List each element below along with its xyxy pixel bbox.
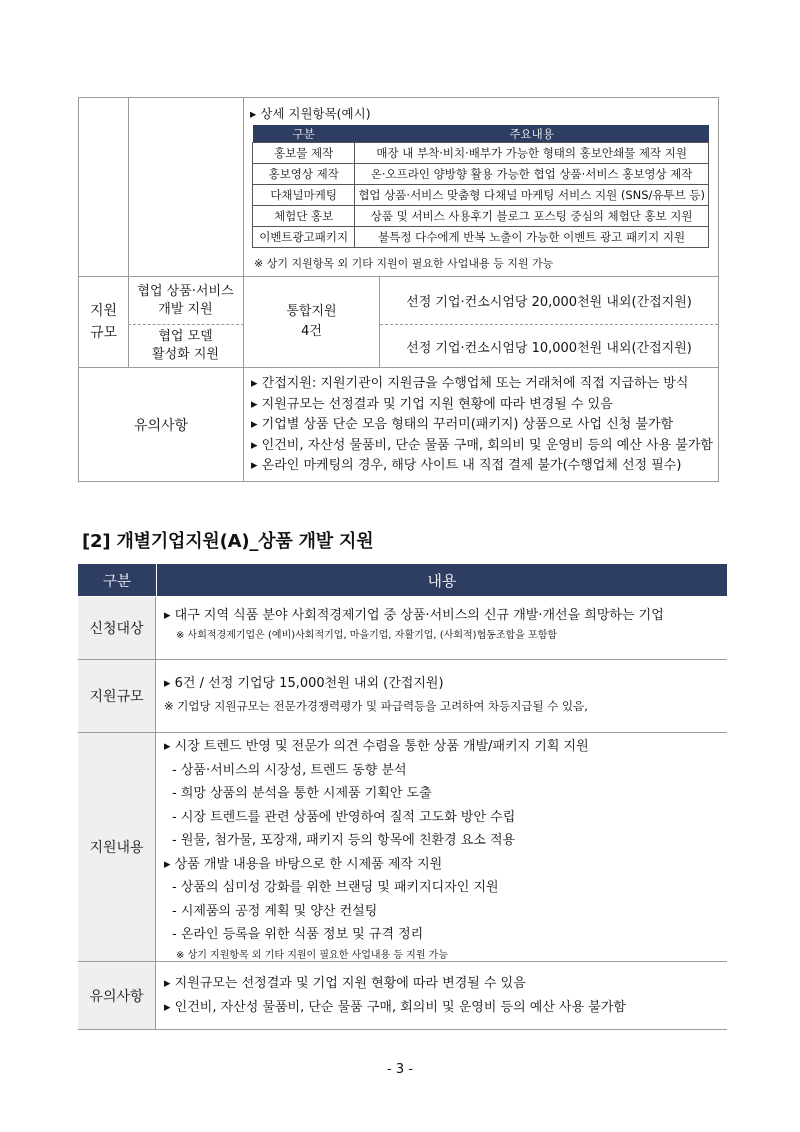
list-item: - 희망 상품의 분석을 통한 시제품 기획안 도출 — [172, 786, 432, 801]
list-item: - 시장 트렌드를 관련 상품에 반영하여 질적 고도화 방안 수립 — [172, 809, 516, 825]
collab-model-activation-label: 협업 모델 활성화 지원 — [128, 325, 244, 367]
detail-items-note: ※ 상기 지원항목 외 기타 지원이 필요한 사업내용 등 지원 가능 — [254, 257, 554, 270]
caution-list — [251, 374, 716, 477]
inner-cell-category: 홍보물 제작 — [253, 143, 355, 164]
inner-cell-category: 이벤트광고패키지 — [253, 227, 355, 248]
support-scale-row — [79, 277, 718, 368]
table-row — [253, 164, 709, 185]
inner-header-content: 주요내용 — [355, 125, 709, 143]
list-item: ※ 기업당 지원규모는 전문가경쟁력평가 및 파급력등을 고려하여 차등지급될 수 있음, — [164, 699, 588, 713]
list-item: ▸ 인건비, 자산성 물품비, 단순 물품 구매, 회의비 및 운영비 등의 예산 사용 불가함 — [251, 437, 713, 453]
list-item: ▸ 상품 개발 내용을 바탕으로 한 시제품 제작 지원 — [164, 856, 443, 872]
list-item: - 원물, 첨가물, 포장재, 패키지 등의 항목에 친환경 요소 적용 — [172, 833, 516, 848]
combined-support-count: 통합지원 4건 — [244, 277, 380, 367]
list-item: ▸ 인건비, 자산성 물품비, 단순 물품 구매, 회의비 및 운영비 등의 예산 사용 불가함 — [164, 1000, 626, 1015]
list-item: ▸ 기업별 상품 단순 모음 형태의 꾸러미(패키지) 상품으로 사업 신청 불가함 — [251, 417, 674, 432]
list-item: ▸ 간접지원: 지원기관이 지원금을 수행업체 또는 거래처에 직접 지급하는 방식 — [251, 376, 689, 391]
support-scale-label: 지원 규모 — [79, 277, 129, 367]
header-category: 구분 — [78, 564, 157, 596]
caution-label: 유의사항 — [79, 368, 244, 481]
inner-cell-category: 홍보영상 제작 — [253, 164, 355, 185]
list-item: ▸ 시장 트렌드 반영 및 전문가 의견 수렴을 통한 상품 개발/패키지 기획 지원 — [164, 739, 589, 754]
row-label: 유의사항 — [78, 962, 156, 1029]
support-table-continued — [78, 97, 719, 482]
inner-header-category: 구분 — [253, 125, 355, 143]
collab-product-dev-label: 협업 상품·서비스 개발 지원 — [128, 277, 244, 325]
detail-items-row — [79, 98, 718, 277]
detail-items-table — [252, 125, 709, 248]
page-number: - 3 - — [387, 1062, 413, 1077]
detail-items-title: ▸ 상세 지원항목(예시) — [250, 106, 371, 121]
product-dev-table — [78, 564, 727, 1030]
table-header — [78, 564, 727, 596]
section-title: [2] 개별기업지원(A)_상품 개발 지원 — [82, 531, 374, 552]
inner-cell-category: 체험단 홍보 — [253, 206, 355, 227]
table-row — [78, 962, 727, 1030]
row-label: 지원내용 — [78, 733, 156, 961]
table-row — [78, 733, 727, 962]
list-item: ▸ 대구 지역 식품 분야 사회적경제기업 중 상품·서비스의 신규 개발·개선을 희망하는 기업 — [164, 608, 664, 623]
row-label: 신청대상 — [78, 597, 156, 659]
header-content: 내용 — [427, 571, 457, 590]
table-row — [253, 206, 709, 227]
list-item: - 온라인 등록을 위한 식품 정보 및 규격 정리 — [172, 927, 424, 942]
list-item: - 시제품의 공정 계획 및 양산 컨설팅 — [172, 903, 378, 919]
list-item: ▸ 지원규모는 선정결과 및 기업 지원 현황에 따라 변경될 수 있음 — [164, 976, 526, 991]
table-row — [78, 597, 727, 660]
list-item: - 상품의 심미성 강화를 위한 브랜딩 및 패키지디자인 지원 — [172, 880, 499, 895]
list-item: ※ 상기 지원항목 외 기타 지원이 필요한 사업내용 등 지원 가능 — [176, 949, 449, 961]
table-row — [253, 227, 709, 248]
list-item: ▸ 지원규모는 선정결과 및 기업 지원 현황에 따라 변경될 수 있음 — [251, 396, 613, 412]
inner-cell-content: 온·오프라인 양방향 활용 가능한 협업 상품·서비스 홍보영상 제작 — [355, 164, 709, 185]
inner-cell-content: 협업 상품·서비스 맞춤형 다채널 마케팅 서비스 지원 (SNS/유투브 등) — [355, 185, 709, 206]
list-item: ※ 사회적경제기업은 (예비)사회적기업, 마을기업, 자활기업, (사회적)협동조합을 포함함 — [176, 630, 558, 641]
list-item: ▸ 온라인 마케팅의 경우, 해당 사이트 내 직접 결제 불가(수행업체 선정 필수) — [251, 458, 682, 473]
amount-collab-product: 선정 기업·컨소시엄당 20,000천원 내외(간접지원) — [380, 277, 718, 325]
amount-collab-model: 선정 기업·컨소시엄당 10,000천원 내외(간접지원) — [406, 340, 692, 356]
inner-cell-content: 상품 및 서비스 사용후기 블로그 포스팅 중심의 체험단 홍보 지원 — [355, 206, 709, 227]
list-item: ▸ 6건 / 선정 기업당 15,000천원 내외 (간접지원) — [164, 676, 444, 691]
inner-header-row — [253, 125, 709, 143]
table-row — [78, 660, 727, 733]
inner-cell-category: 다채널마케팅 — [253, 185, 355, 206]
caution-row — [79, 368, 718, 481]
inner-cell-content: 매장 내 부착·비치·배부가 가능한 형태의 홍보안쇄물 제작 지원 — [355, 143, 709, 164]
row-label: 지원규모 — [78, 660, 156, 732]
inner-cell-content: 불특정 다수에게 반복 노출이 가능한 이벤트 광고 패키지 지원 — [355, 227, 709, 248]
table-row — [253, 143, 709, 164]
table-row — [253, 185, 709, 206]
list-item: - 상품·서비스의 시장성, 트렌드 동향 분석 — [172, 762, 407, 778]
